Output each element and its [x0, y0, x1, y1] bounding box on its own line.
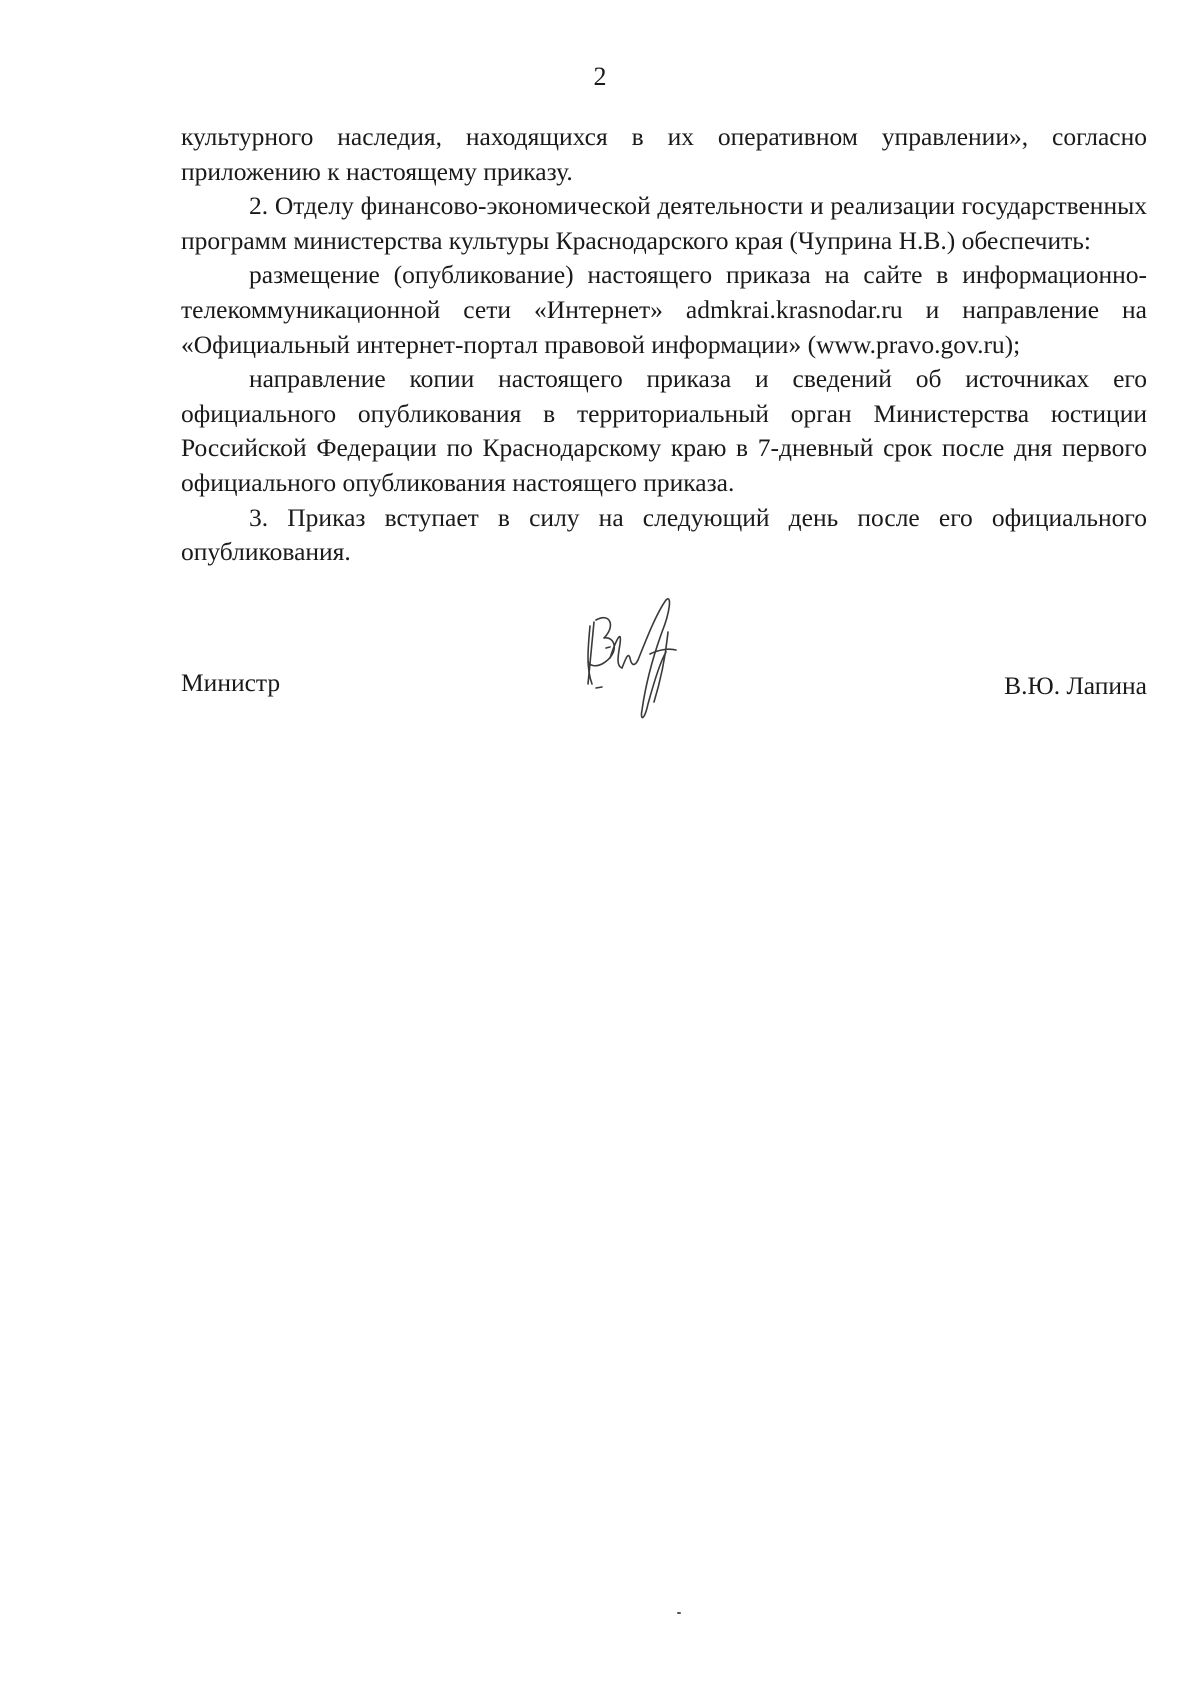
handwritten-signature-icon — [576, 592, 706, 732]
page-number: 2 — [593, 62, 607, 91]
signatory-name: В.Ю. Лапина — [1004, 671, 1147, 700]
paragraph-item-3: 3. Приказ вступает в силу на следующий день после его официального опубликования. — [181, 502, 1147, 567]
paragraph-publication: размещение (опубликование) настоящего приказа на сайте в информационно-телекоммуникационной сети «Интернет» admkrai.krasnodar.ru и направление на «Официальный интернет-портал правовой информации» (www.pravo.gov.ru); — [181, 260, 1147, 359]
paragraph-copy-submission: направление копии настоящего приказа и сведений об источниках его официального опубликования в территориальный орган Министерства юстиции Российской Федерации по Краснодарскому краю в 7-дневный срок после дня первого официального опубликования настоящего приказа. — [181, 364, 1147, 497]
document-body — [181, 120, 1147, 570]
paragraph-item-2: 2. Отделу финансово-экономической деятельности и реализации государственных программ министерства культуры Краснодарского края (Чуприна Н.В.) обеспечить: — [181, 191, 1147, 255]
paragraph-continuation: культурного наследия, находящихся в их оперативном управлении», согласно приложению к настоящему приказу. — [181, 122, 1147, 186]
signatory-position: Министр — [181, 668, 281, 697]
scan-speck — [677, 1612, 681, 1614]
